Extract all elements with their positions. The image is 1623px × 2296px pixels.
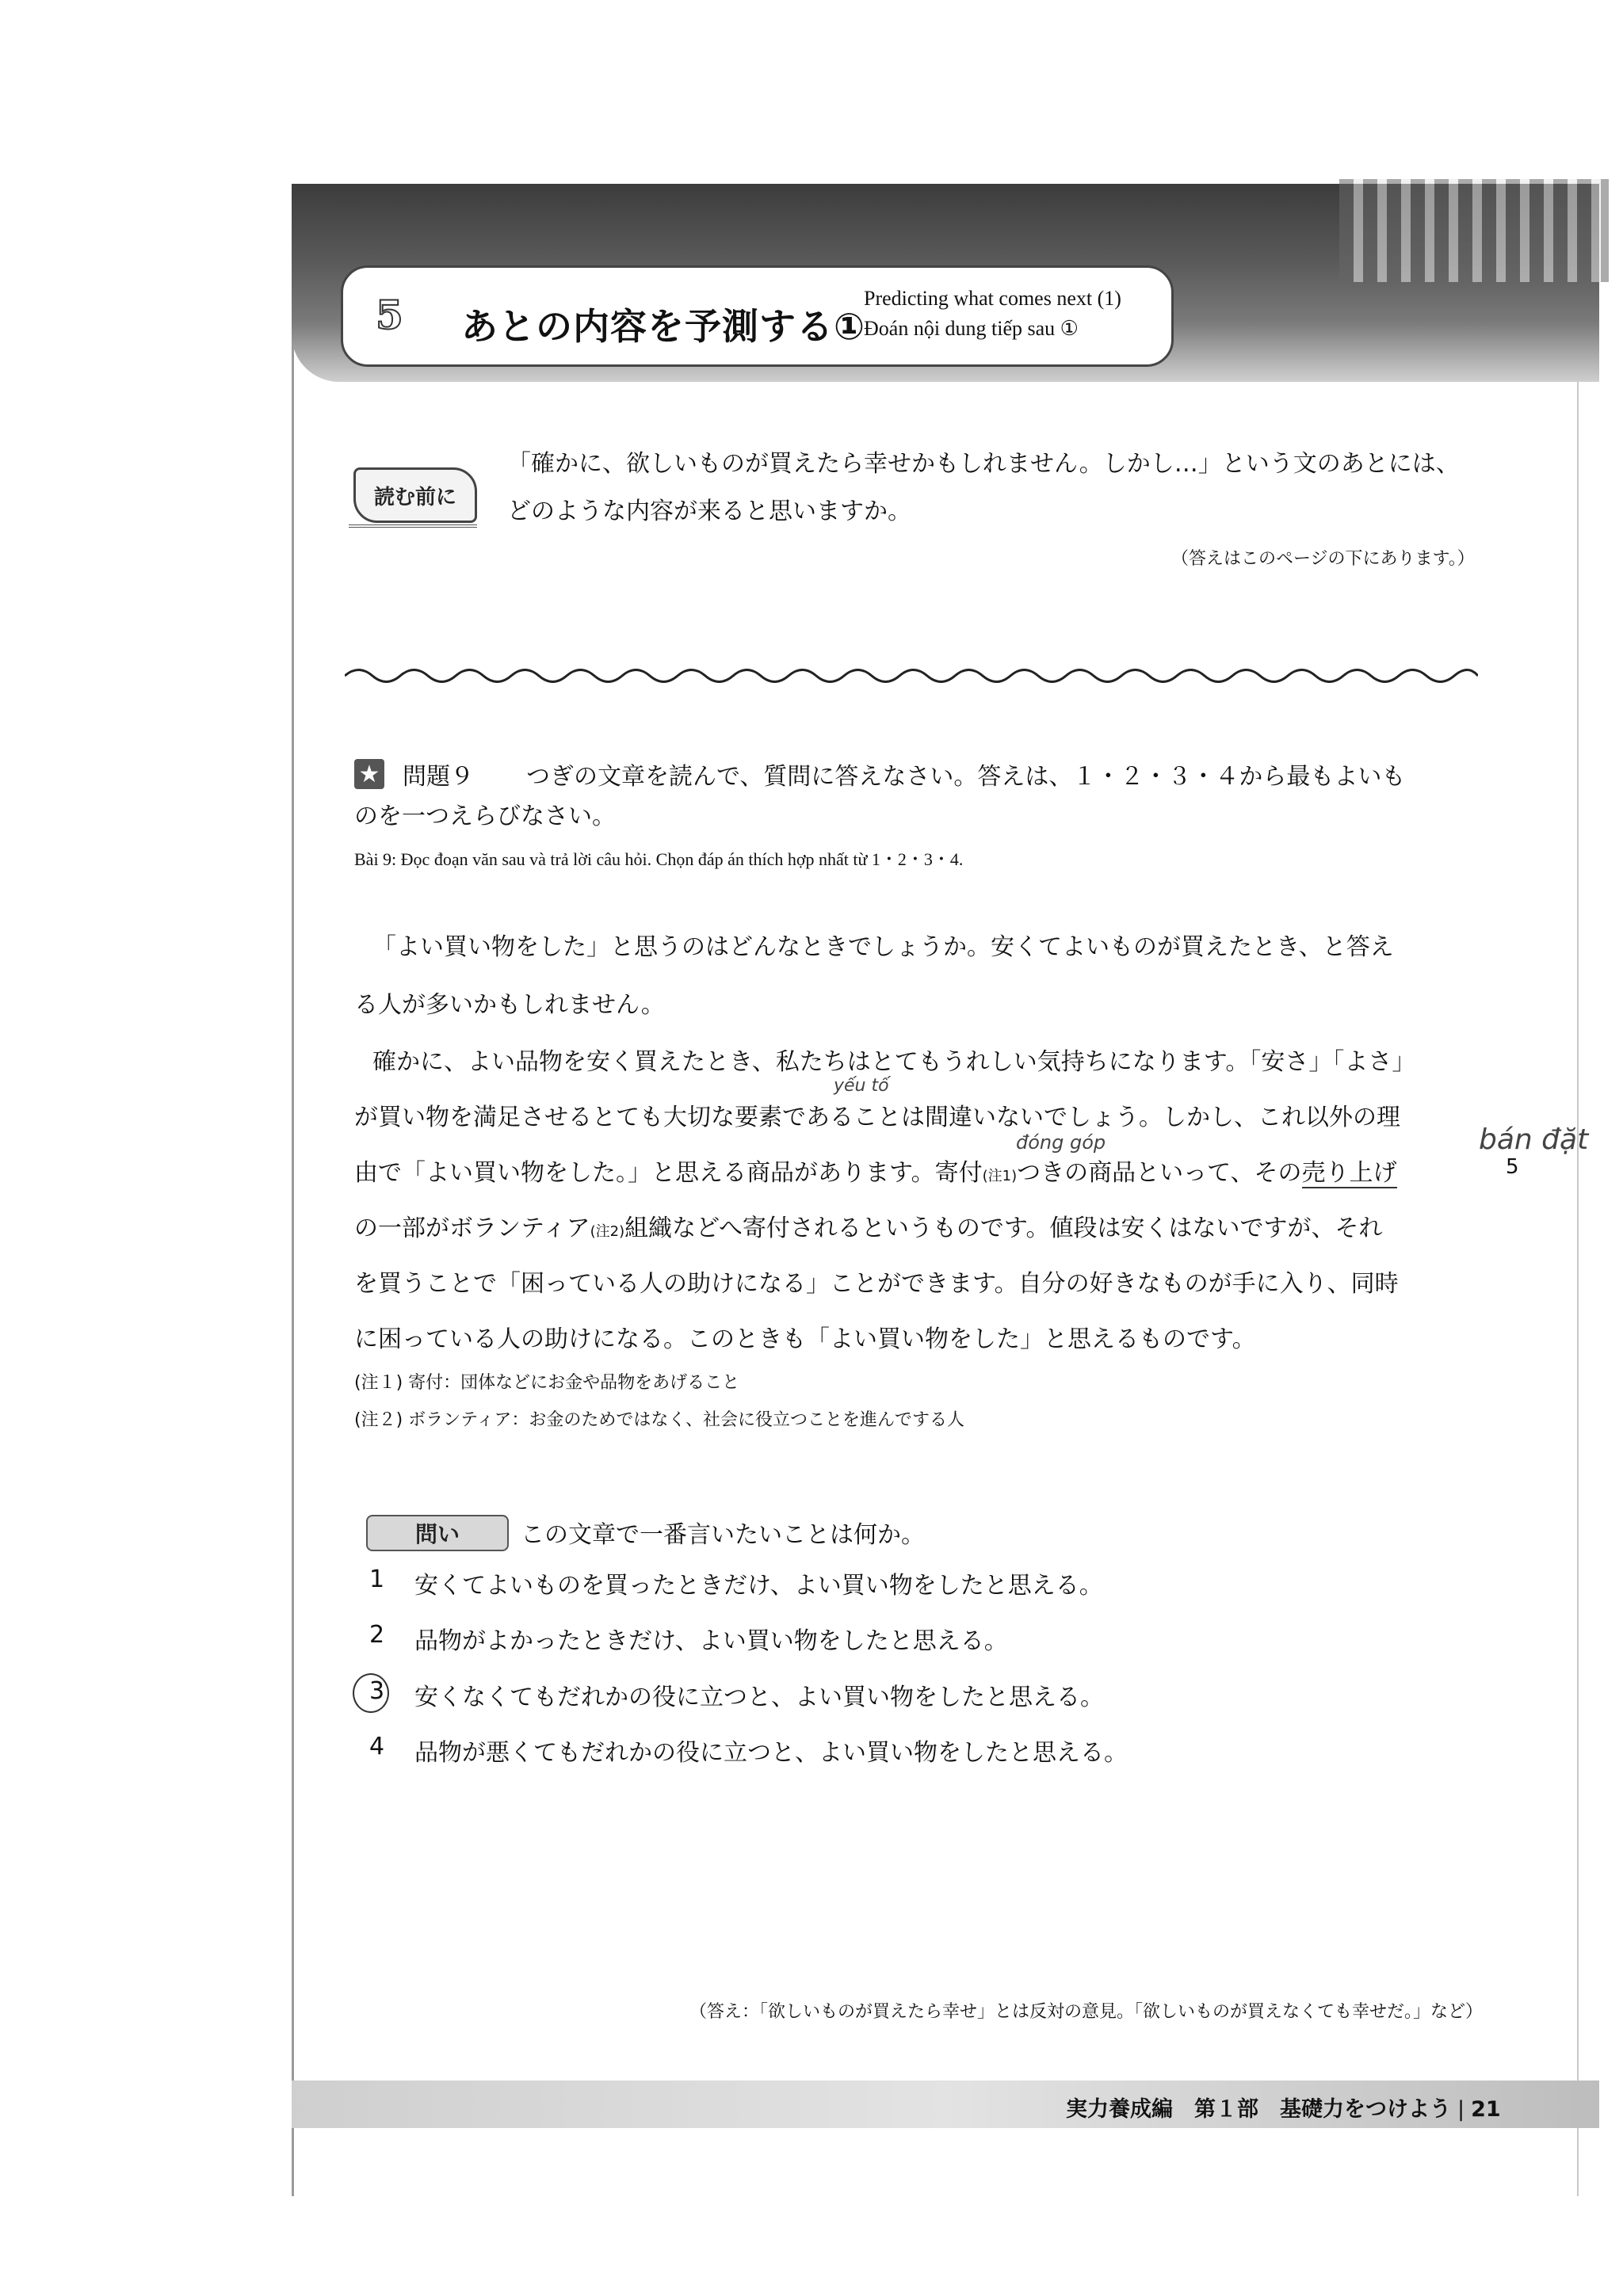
star-icon: ★ bbox=[354, 759, 384, 789]
lesson-title: あとの内容を予測する① bbox=[461, 305, 865, 348]
option-number[interactable]: 1 bbox=[369, 1566, 385, 1593]
option-text[interactable]: 品物がよかったときだけ、よい買い物をしたと思える。 bbox=[414, 1627, 1008, 1655]
header-decoration bbox=[1339, 179, 1609, 282]
note-marker: (注1) bbox=[982, 1168, 1018, 1184]
handwritten-note: đóng góp bbox=[1016, 1131, 1106, 1154]
passage-p2-line1: 確かに、よい品物を安く買えたとき、私たちはとてもうれしい気持ちになります。「安さ」「よさ」 bbox=[372, 1048, 1416, 1076]
problem-translation: Bài 9: Đọc đoạn văn sau và trả lời câu hỏi. Chọn đáp án thích hợp nhất từ 1・2・3・4. bbox=[354, 849, 964, 869]
question-badge: 問い bbox=[366, 1515, 509, 1551]
option-number[interactable]: 2 bbox=[369, 1621, 385, 1649]
passage-p1-line2: る人が多いかもしれません。 bbox=[354, 991, 665, 1019]
problem-label: 問題９ bbox=[403, 763, 474, 791]
line-number: 5 bbox=[1506, 1155, 1519, 1179]
footnote-1: (注１) 寄付：団体などにお金や品物をあげること bbox=[354, 1373, 740, 1393]
note-marker: (注2) bbox=[590, 1223, 625, 1240]
handwritten-note: bán đặt bbox=[1479, 1123, 1589, 1156]
problem-instruction-line2: のを一つえらびなさい。 bbox=[354, 803, 616, 830]
page-number: 21 bbox=[1471, 2097, 1501, 2122]
pre-reading-line1: 「確かに、欲しいものが買えたら幸せかもしれません。しかし…」という文のあとには、 bbox=[507, 450, 1460, 478]
option-text[interactable]: 安くなくてもだれかの役に立つと、よい買い物をしたと思える。 bbox=[414, 1684, 1104, 1711]
option-text[interactable]: 品物が悪くてもだれかの役に立つと、よい買い物をしたと思える。 bbox=[414, 1739, 1128, 1767]
problem-instruction-line1: つぎの文章を読んで、質問に答えなさい。答えは、１・２・３・４から最もよいも bbox=[526, 763, 1406, 791]
page-edge bbox=[292, 184, 294, 2196]
passage-p2-line4: の一部がボランティア(注2)組織などへ寄付されるというものです。値段は安くはないですが、それ bbox=[354, 1215, 1383, 1242]
answer-note: （答え：「欲しいものが買えたら幸せ」とは反対の意見。「欲しいものが買えなくても幸せだ。」など） bbox=[689, 2002, 1484, 2022]
option-text[interactable]: 安くてよいものを買ったときだけ、よい買い物をしたと思える。 bbox=[414, 1572, 1103, 1600]
answer-location-note: （答えはこのページの下にあります。） bbox=[1171, 549, 1475, 569]
passage-p2-line2: が買い物を満足させるとても大切な要素であることは間違いないでしょう。しかし、これ以外の理 bbox=[354, 1104, 1400, 1131]
option-number[interactable]: 3 bbox=[369, 1677, 385, 1705]
wavy-divider bbox=[345, 664, 1478, 688]
footnote-2: (注２) ボランティア：お金のためではなく、社会に役立つことを進んでする人 bbox=[354, 1410, 964, 1430]
book-icon bbox=[349, 507, 477, 528]
footer-section: 実力養成編 第１部 基礎力をつけよう | 21 bbox=[1066, 2097, 1501, 2122]
passage-p2-line3: 由で「よい買い物をした。」と思える商品があります。寄付(注1)つきの商品といって、その売り上げ bbox=[354, 1159, 1397, 1187]
lesson-number: 5 bbox=[376, 292, 403, 338]
subtitle-vi: Đoán nội dung tiếp sau ① bbox=[864, 317, 1079, 340]
passage-p1-line1: 「よい買い物をした」と思うのはどんなときでしょうか。安くてよいものが買えたとき、と答え bbox=[372, 933, 1394, 961]
option-number[interactable]: 4 bbox=[369, 1733, 385, 1760]
underlined-text: 売り上げ bbox=[1301, 1159, 1397, 1187]
page-edge bbox=[1577, 184, 1579, 2196]
question-prompt: この文章で一番言いたいことは何か。 bbox=[521, 1521, 925, 1549]
handwritten-note: yếu tố bbox=[834, 1076, 889, 1096]
pre-reading-line2: どのような内容が来ると思いますか。 bbox=[507, 498, 911, 525]
yomu-mae-badge: 読む前に bbox=[353, 467, 477, 523]
subtitle-en: Predicting what comes next (1) bbox=[864, 287, 1121, 310]
passage-p2-line6: に困っている人の助けになる。このときも「よい買い物をした」と思えるものです。 bbox=[354, 1325, 1256, 1353]
passage-p2-line5: を買うことで「困っている人の助けになる」ことができます。自分の好きなものが手に入り、同時 bbox=[354, 1270, 1399, 1298]
